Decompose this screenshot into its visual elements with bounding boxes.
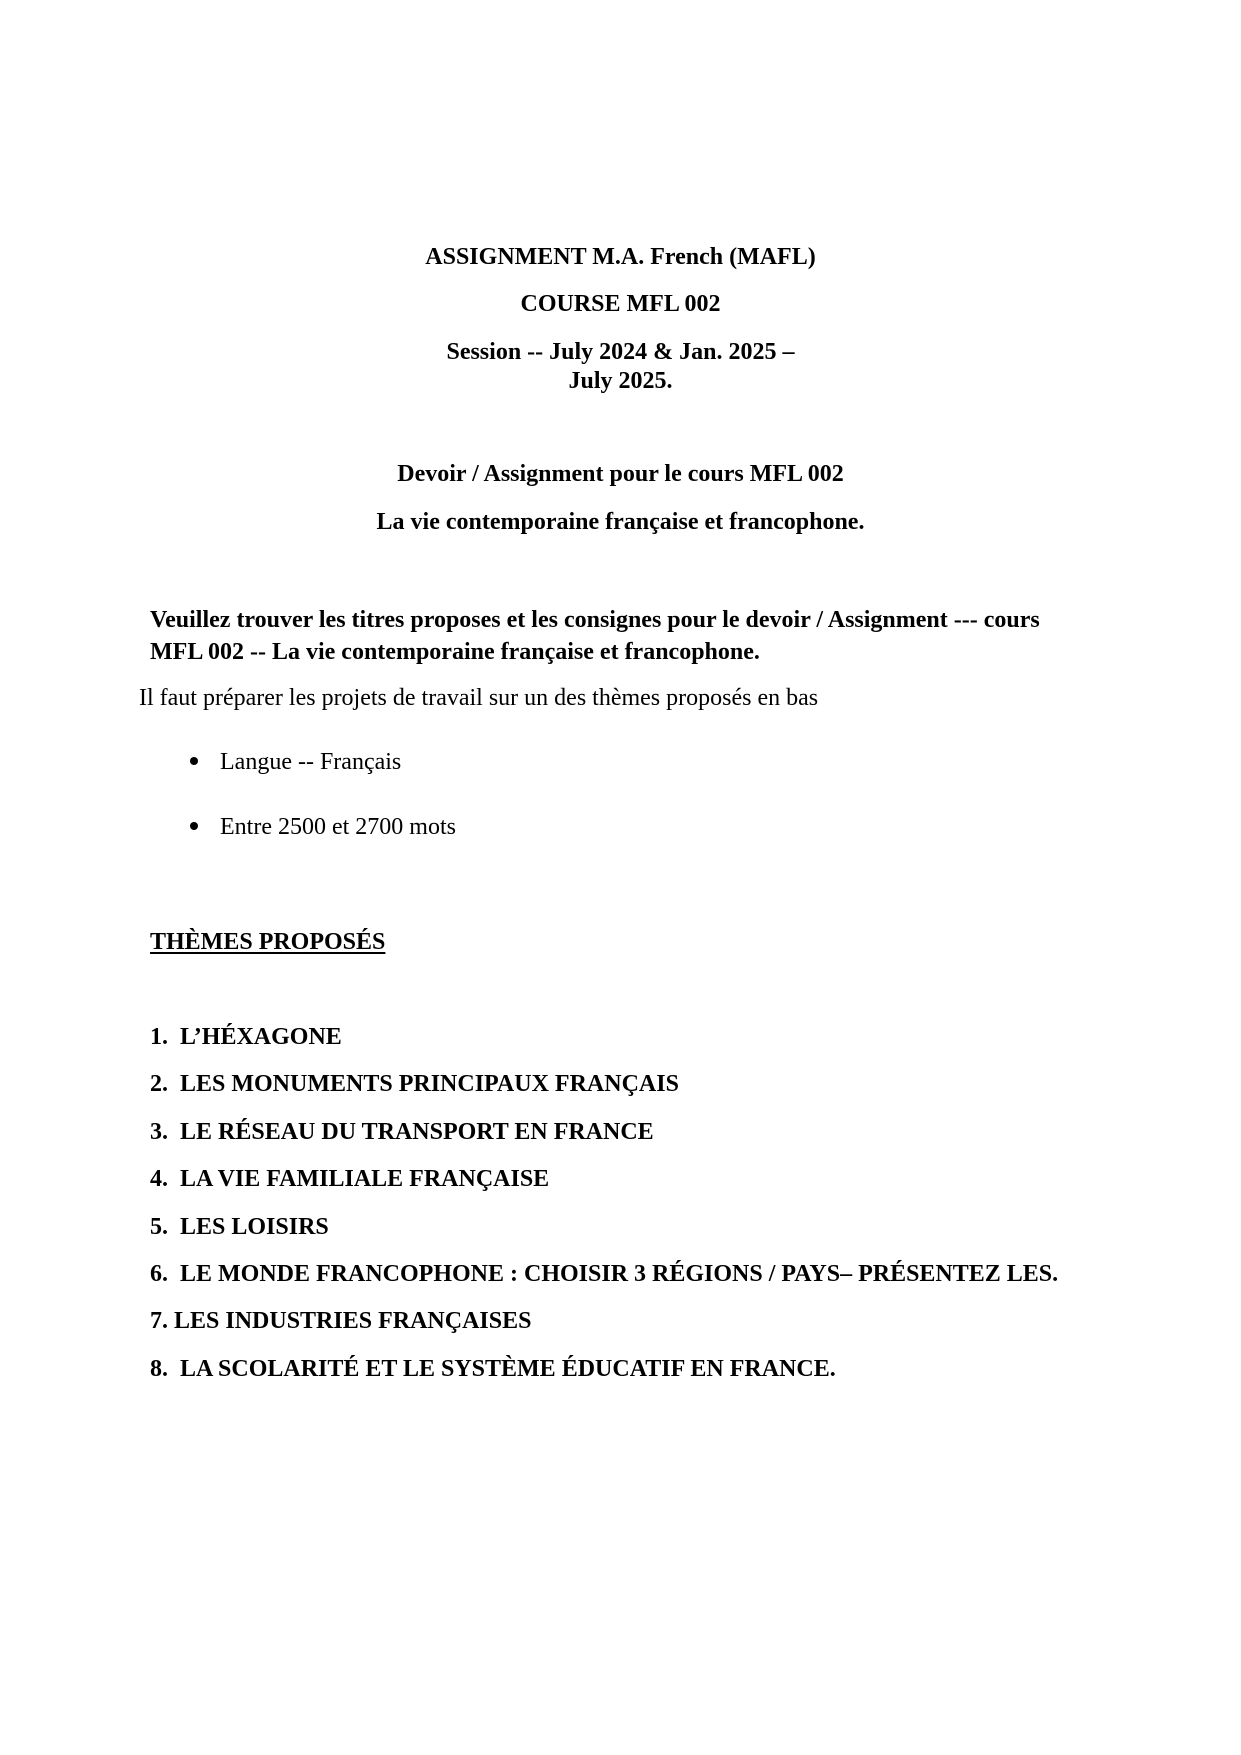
theme-number: 6.	[150, 1261, 168, 1287]
theme-item	[150, 1116, 654, 1148]
theme-number: 4.	[150, 1166, 168, 1192]
theme-title: LA SCOLARITÉ ET LE SYSTÈME ÉDUCATIF EN FRANCE.	[180, 1356, 836, 1382]
intro-line: Il faut préparer les projets de travail sur un des thèmes proposés en bas	[139, 685, 819, 711]
bullet-icon	[190, 822, 198, 830]
assignment-title: ASSIGNMENT M.A. French (MAFL)	[425, 244, 816, 270]
theme-item	[150, 1258, 1058, 1290]
course-name: La vie contemporaine française et francophone.	[376, 509, 865, 535]
instructions-paragraph: Veuillez trouver les titres proposes et les consignes pour le devoir / Assignment --- cours MFL 002 -- La vie contemporaine française et francophone.	[150, 607, 1040, 665]
assignment-subtitle: Devoir / Assignment pour le cours MFL 002	[397, 461, 844, 487]
theme-title: LES MONUMENTS PRINCIPAUX FRANÇAIS	[180, 1071, 679, 1097]
theme-number: 1.	[150, 1024, 168, 1050]
session-line: Session -- July 2024 & Jan. 2025 –	[446, 339, 795, 365]
theme-number: 3.	[150, 1119, 168, 1145]
theme-title: LE MONDE FRANCOPHONE : CHOISIR 3 RÉGIONS / PAYS– PRÉSENTEZ LES.	[180, 1261, 1059, 1287]
theme-number: 8.	[150, 1356, 168, 1382]
theme-item	[150, 1163, 549, 1195]
theme-title: L’HÉXAGONE	[180, 1024, 342, 1050]
themes-heading: THÈMES PROPOSÉS	[150, 929, 386, 955]
theme-item	[150, 1211, 329, 1243]
theme-title: LES LOISIRS	[180, 1214, 329, 1240]
theme-number: 5.	[150, 1214, 168, 1240]
requirement-item	[190, 811, 456, 843]
theme-title: LES INDUSTRIES FRANÇAISES	[174, 1308, 532, 1334]
requirement-text: Langue -- Français	[220, 749, 402, 775]
theme-item	[150, 1305, 531, 1337]
theme-title: LE RÉSEAU DU TRANSPORT EN FRANCE	[180, 1119, 654, 1145]
theme-number: 7.	[150, 1308, 168, 1334]
bullet-icon	[190, 757, 198, 765]
theme-item	[150, 1021, 342, 1053]
session-line-continued: July 2025.	[568, 368, 673, 394]
theme-title: LA VIE FAMILIALE FRANÇAISE	[180, 1166, 550, 1192]
theme-item	[150, 1353, 836, 1385]
requirement-text: Entre 2500 et 2700 mots	[220, 814, 456, 840]
course-code: COURSE MFL 002	[520, 291, 721, 317]
theme-number: 2.	[150, 1071, 168, 1097]
theme-item	[150, 1068, 679, 1100]
requirement-item	[190, 746, 401, 778]
